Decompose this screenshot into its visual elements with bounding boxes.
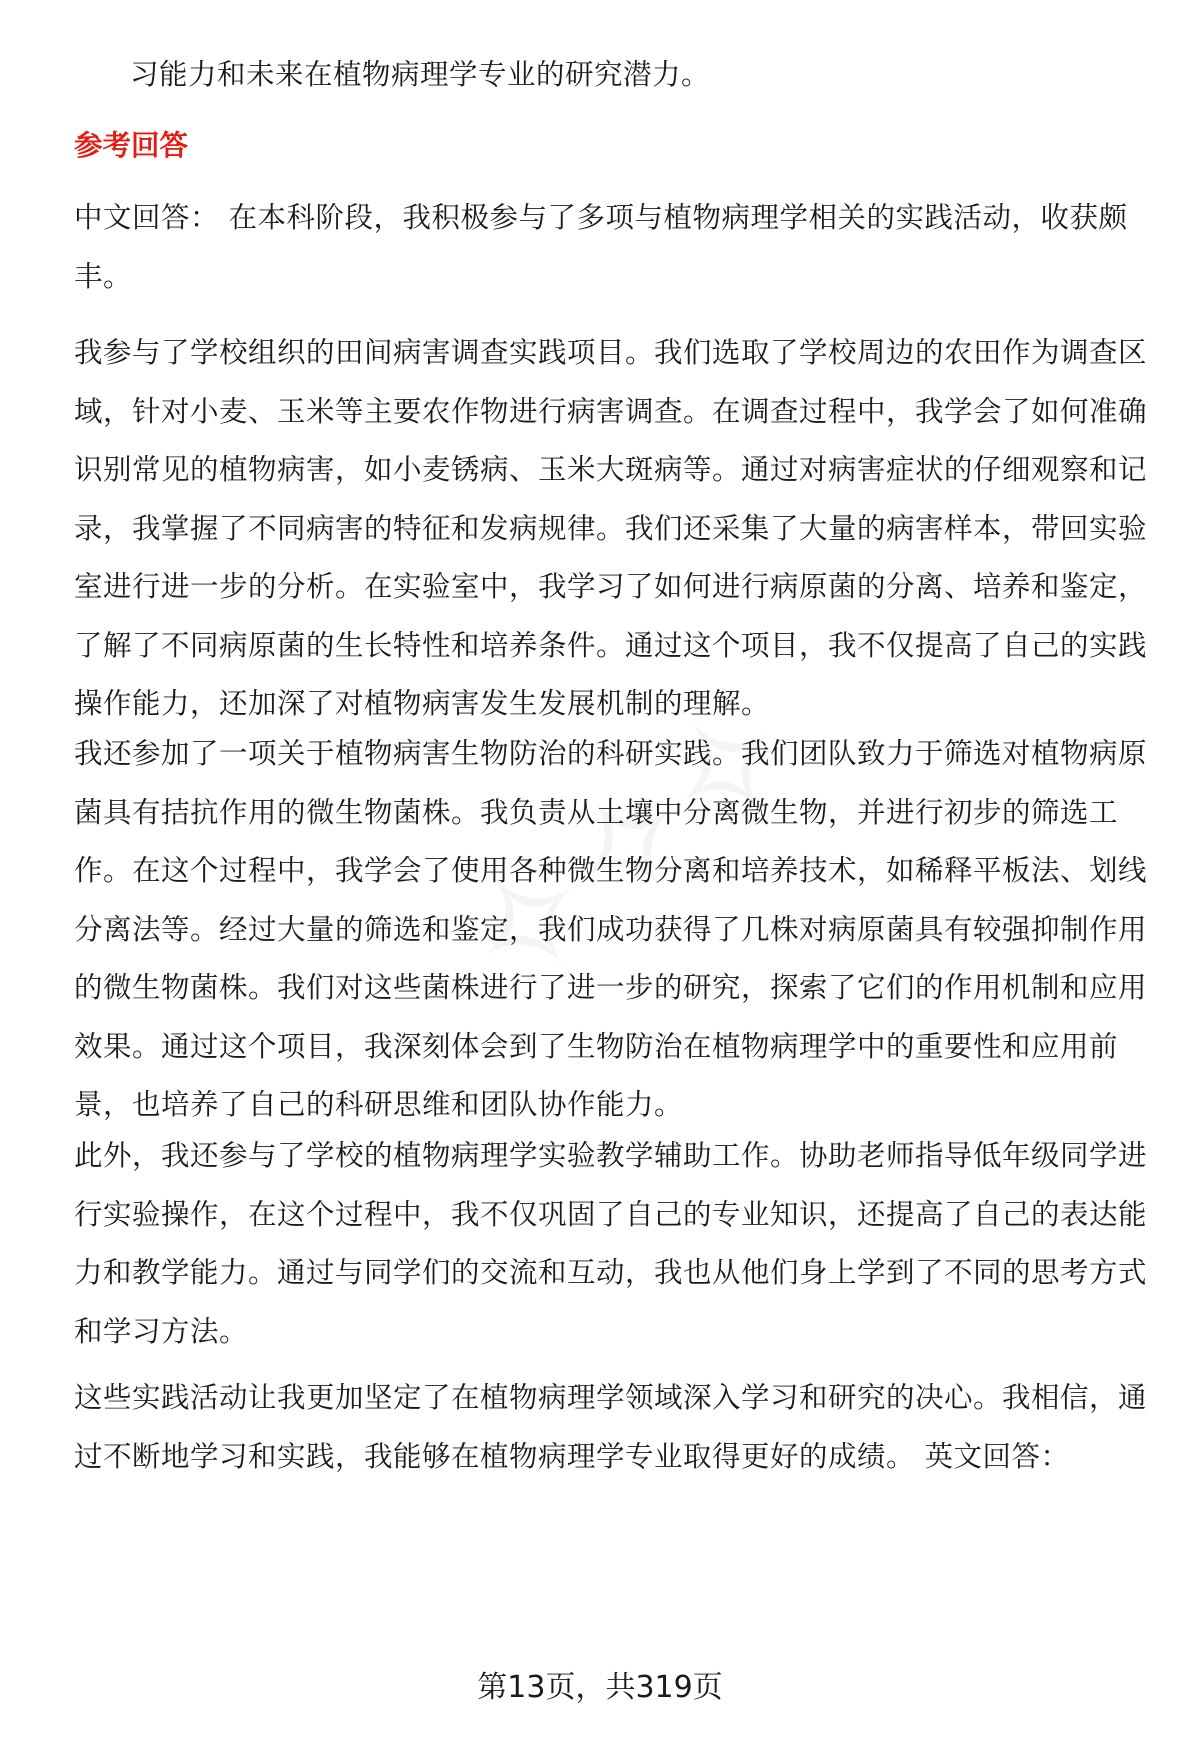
- paragraph-biocontrol: 我还参加了一项关于植物病害生物防治的科研实践。我们团队致力于筛选对植物病原菌具有拮抗作用的微生物菌株。我负责从土壤中分离微生物，并进行初步的筛选工作。在这个过程中，我学会了使用各种微生物分离和培养技术，如稀释平板法、划线分离法等。经过大量的筛选和鉴定，我们成功获得了几株对病原菌具有较强抑制作用的微生物菌株。我们对这些菌株进行了进一步的研究，探索了它们的作用机制和应用效果。通过这个项目，我深刻体会到了生物防治在植物病理学中的重要性和应用前景，也培养了自己的科研思维和团队协作能力。: [74, 737, 1148, 1121]
- continuation-text: 习能力和未来在植物病理学专业的研究潜力。: [130, 58, 711, 91]
- paragraph-teaching: 此外，我还参与了学校的植物病理学实验教学辅助工作。协助老师指导低年级同学进行实验操作，在这个过程中，我不仅巩固了自己的专业知识，还提高了自己的表达能力和教学能力。通过与同学们的交流和互动，我也从他们身上学到了不同的思考方式和学习方法。: [74, 1139, 1148, 1348]
- page-number-footer: 第13页，共319页: [477, 1670, 723, 1705]
- paragraph-field-survey: 我参与了学校组织的田间病害调查实践项目。我们选取了学校周边的农田作为调查区域，针对小麦、玉米等主要农作物进行病害调查。在调查过程中，我学会了如何准确识别常见的植物病害，如小麦锈病、玉米大斑病等。通过对病害症状的仔细观察和记录，我掌握了不同病害的特征和发病规律。我们还采集了大量的病害样本，带回实验室进行进一步的分析。在实验室中，我学习了如何进行病原菌的分离、培养和鉴定，了解了不同病原菌的生长特性和培养条件。通过这个项目，我不仅提高了自己的实践操作能力，还加深了对植物病害发生发展机制的理解。: [74, 336, 1148, 720]
- paragraph-intro: 中文回答： 在本科阶段，我积极参与了多项与植物病理学相关的实践活动，收获颇丰。: [74, 201, 1128, 293]
- section-heading: 参考回答: [74, 129, 189, 162]
- paragraph-conclusion: 这些实践活动让我更加坚定了在植物病理学领域深入学习和研究的决心。我相信，通过不断地学习和实践，我能够在植物病理学专业取得更好的成绩。 英文回答：: [74, 1381, 1148, 1473]
